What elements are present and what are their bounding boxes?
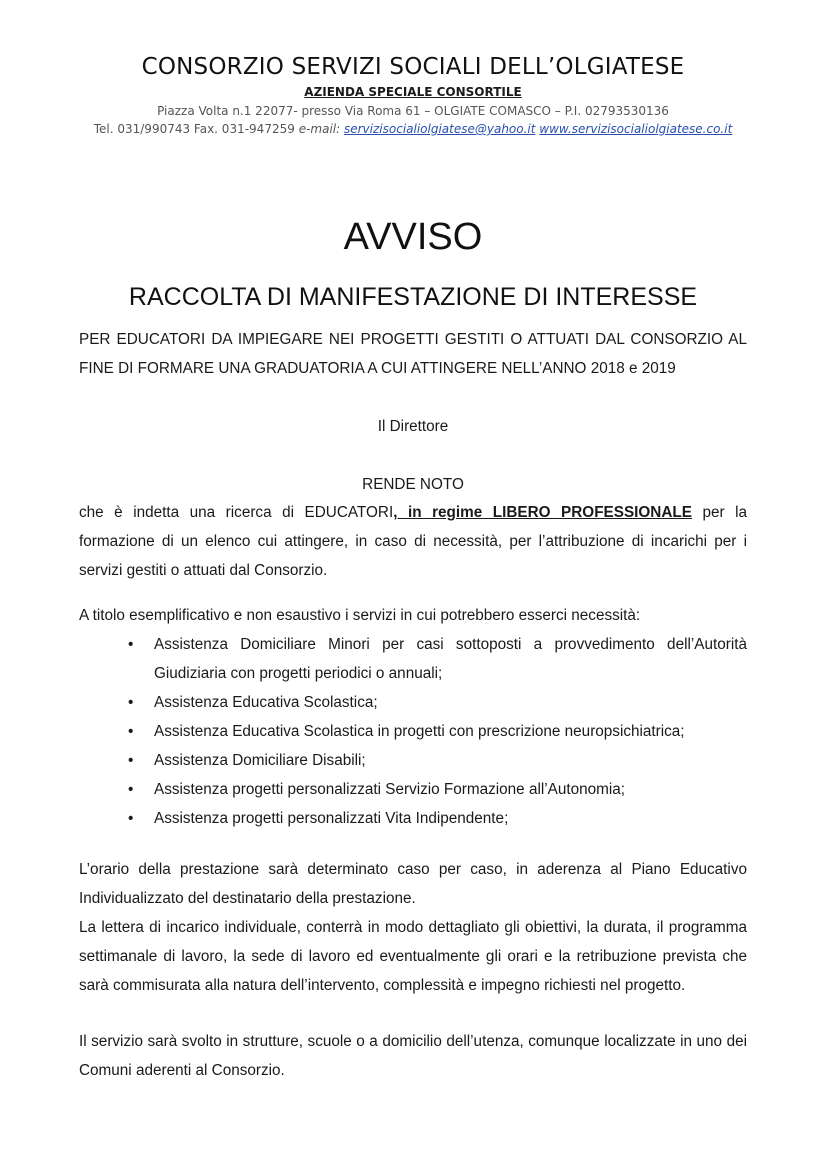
list-item xyxy=(79,746,747,775)
email-link[interactable]: servizisocialiolgiatese@yahoo.it xyxy=(343,122,536,136)
director-line: Il Direttore xyxy=(377,418,449,435)
intro-paragraph: PER EDUCATORI DA IMPIEGARE NEI PROGETTI GESTITI O ATTUATI DAL CONSORZIO AL FINE DI FORMARE UNA GRADUATORIA A CUI ATTINGERE NELL’ANNO 2018 e 2019 xyxy=(79,331,747,377)
document-title: AVVISO xyxy=(343,216,483,258)
paragraph-services-intro: A titolo esemplificativo e non esaustivo i servizi in cui potrebbero esserci necessità: xyxy=(79,607,641,624)
list-item xyxy=(79,717,747,746)
bullet-icon: • xyxy=(128,810,134,827)
list-item xyxy=(79,804,747,833)
paragraph-assignment-letter: La lettera di incarico individuale, conterrà in modo dettagliato gli obiettivi, la durata, il programma settimanale di lavoro, la sede di lavoro ed eventualmente gli orari e la retribuzione prevista che sarà commisurata alla natura dell’intervento, complessità e impegno richiesti nel progetto. xyxy=(79,919,747,994)
bullet-icon: • xyxy=(128,781,134,798)
bullet-icon: • xyxy=(128,636,134,653)
services-list xyxy=(79,630,747,833)
paragraph-educators-end: per la formazione di un elenco cui attingere, in caso di necessità, per l’attribuzione di incarichi per i servizi gestiti o attuati dal Consorzio. xyxy=(79,504,747,579)
document-subtitle: RACCOLTA DI MANIFESTAZIONE DI INTERESSE xyxy=(128,283,698,311)
bullet-icon: • xyxy=(128,723,134,740)
organization-address: Piazza Volta n.1 22077- presso Via Roma 61 – OLGIATE COMASCO – P.I. 02793530136 xyxy=(157,104,669,118)
rende-noto-heading: RENDE NOTO xyxy=(362,476,464,493)
email-label: e-mail: xyxy=(298,122,341,136)
service-label: Assistenza Domiciliare Minori per casi sottoposti a provvedimento dell’Autorità Giudiziaria con progetti periodici o annuali; xyxy=(154,636,747,682)
bullet-icon: • xyxy=(128,694,134,711)
paragraph-educators-start: che è indetta una ricerca di EDUCATORI xyxy=(79,504,394,521)
paragraph-service-location: Il servizio sarà svolto in strutture, scuole o a domicilio dell’utenza, comunque localizzate in uno dei Comuni aderenti al Consorzio. xyxy=(79,1033,747,1079)
service-label: Assistenza progetti personalizzati Servizio Formazione all’Autonomia; xyxy=(154,781,626,798)
organization-contacts xyxy=(0,120,826,138)
paragraph-schedule: L’orario della prestazione sarà determinato caso per caso, in aderenza al Piano Educativo Individualizzato del destinatario della prestazione. xyxy=(79,861,747,907)
letterhead xyxy=(0,52,826,138)
website-link[interactable]: www.servizisocialiolgiatese.co.it xyxy=(539,122,733,136)
paragraph-educators-emphasis: , in regime LIBERO PROFESSIONALE xyxy=(393,504,692,521)
bullet-icon: • xyxy=(128,752,134,769)
phone-fax: Tel. 031/990743 Fax. 031-947259 xyxy=(93,122,295,136)
service-label: Assistenza Educativa Scolastica; xyxy=(154,694,378,711)
organization-name: CONSORZIO SERVIZI SOCIALI DELL’OLGIATESE xyxy=(141,54,685,80)
organization-subtitle: AZIENDA SPECIALE CONSORTILE xyxy=(304,85,522,99)
list-item xyxy=(79,775,747,804)
list-item xyxy=(79,688,747,717)
service-label: Assistenza Domiciliare Disabili; xyxy=(154,752,366,769)
service-label: Assistenza Educativa Scolastica in progetti con prescrizione neuropsichiatrica; xyxy=(154,723,685,740)
service-label: Assistenza progetti personalizzati Vita Indipendente; xyxy=(154,810,509,827)
paragraph-educators xyxy=(79,498,747,585)
list-item xyxy=(79,630,747,688)
